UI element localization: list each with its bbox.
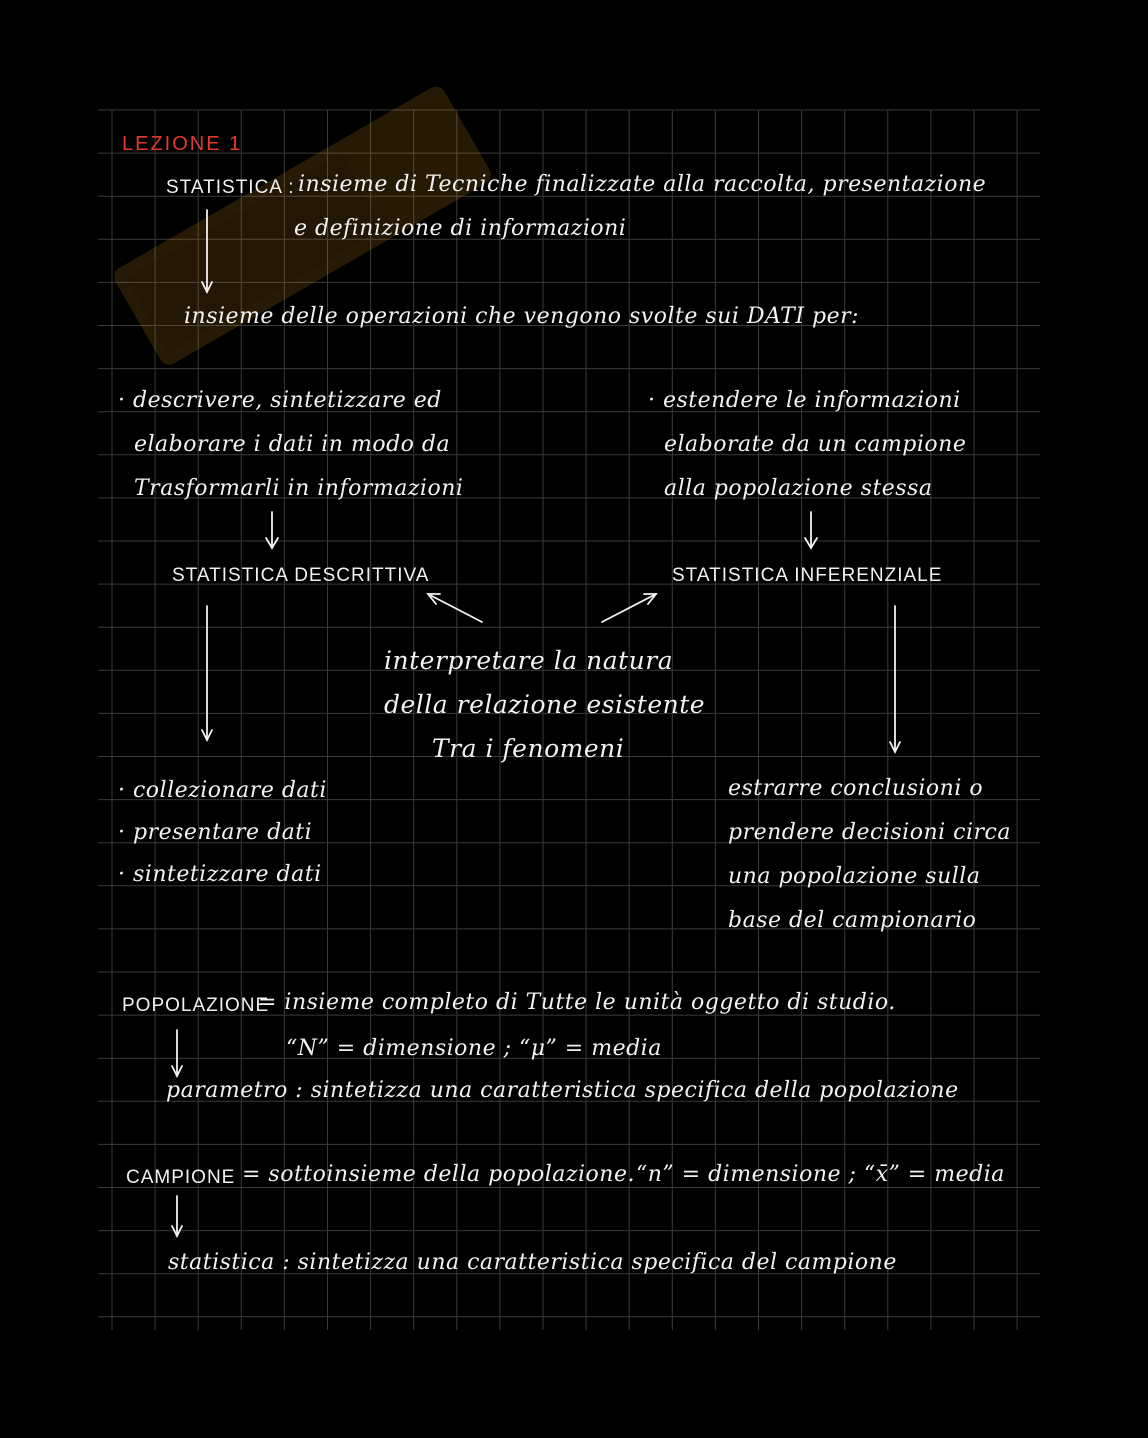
- campione-term: CAMPIONE: [126, 1167, 236, 1188]
- heading-descrittiva: STATISTICA DESCRITTIVA: [172, 565, 430, 586]
- popolazione-parameter: parametro : sintetizza una caratteristica specifica della popolazione: [166, 1078, 959, 1103]
- popolazione-term: POPOLAZIONE: [122, 995, 270, 1016]
- campione-notation: “n” = dimensione ; “x̄” = media: [636, 1162, 1005, 1187]
- right-line-2: elaborate da un campione: [664, 432, 967, 457]
- left-line-1: · descrivere, sintetizzare ed: [118, 388, 442, 413]
- descrittiva-item-1: · collezionare dati: [118, 778, 327, 803]
- left-line-3: Trasformarli in informazioni: [134, 476, 464, 501]
- arrow-to-inferenziale: [602, 594, 656, 622]
- right-line-1: · estendere le informazioni: [648, 388, 961, 413]
- popolazione-notation: “N” = dimensione ; “μ” = media: [286, 1036, 662, 1061]
- inferenziale-item-1: estrarre conclusioni o: [728, 776, 984, 801]
- center-note-line-1: interpretare la natura: [384, 646, 674, 675]
- left-line-2: elaborare i dati in modo da: [134, 432, 451, 457]
- campione-definition: = sottoinsieme della popolazione.: [242, 1162, 635, 1187]
- operations-line: insieme delle operazioni che vengono svolte sui DATI per:: [184, 304, 860, 329]
- statistica-term: STATISTICA :: [166, 177, 295, 198]
- definition-line-2: e definizione di informazioni: [294, 216, 627, 241]
- inferenziale-item-3: una popolazione sulla: [728, 864, 981, 889]
- definition-line-1: insieme di Tecniche finalizzate alla raccolta, presentazione: [298, 172, 987, 197]
- inferenziale-item-4: base del campionario: [728, 908, 977, 933]
- arrow-to-descrittiva: [428, 594, 482, 622]
- center-note-line-3: Tra i fenomeni: [432, 734, 625, 763]
- lesson-title: LEZIONE 1: [122, 133, 243, 155]
- inferenziale-item-2: prendere decisioni circa: [728, 820, 1011, 845]
- popolazione-definition: = insieme completo di Tutte le unità oggetto di studio.: [258, 990, 896, 1015]
- heading-inferenziale: STATISTICA INFERENZIALE: [672, 565, 943, 586]
- campione-statistic: statistica : sintetizza una caratteristica specifica del campione: [168, 1250, 897, 1275]
- right-line-3: alla popolazione stessa: [664, 476, 933, 501]
- descrittiva-item-3: · sintetizzare dati: [118, 862, 322, 887]
- descrittiva-item-2: · presentare dati: [118, 820, 313, 845]
- center-note-line-2: della relazione esistente: [384, 690, 706, 719]
